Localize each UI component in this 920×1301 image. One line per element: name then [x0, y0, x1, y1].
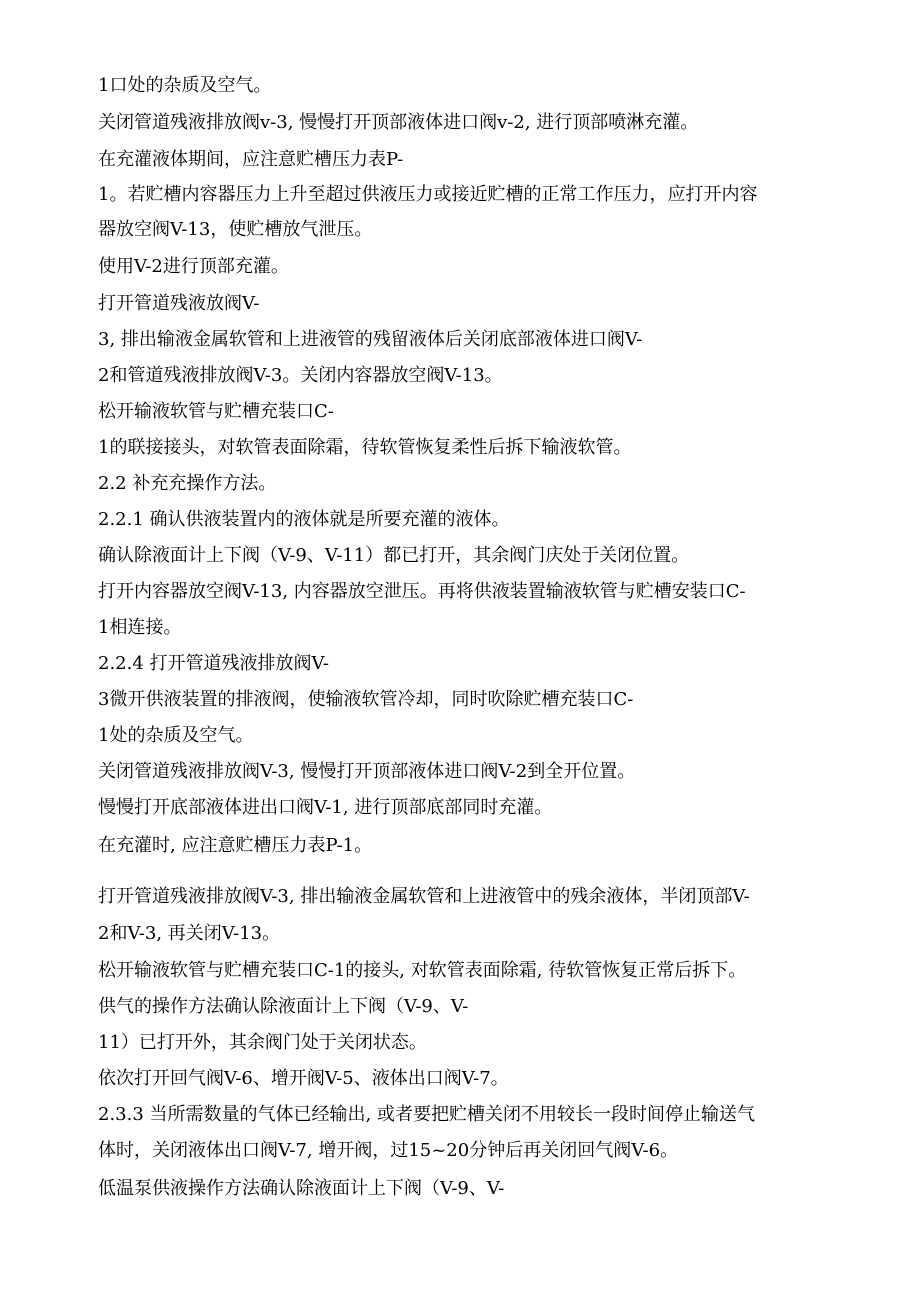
text-line: 使用V-2进行顶部充灌。	[98, 256, 289, 277]
text-line: 打开管道残液放阀V-	[98, 293, 260, 314]
text-line: 1的联接接头，对软管表面除霜，待软管恢复柔性后拆下输液软管。	[98, 437, 632, 458]
text-line: 1相连接。	[98, 617, 182, 638]
text-line: 2和管道残液排放阀V-3。关闭内容器放空阀V-13。	[98, 365, 503, 386]
text-line: 2.3.3 当所需数量的气体已经输出, 或者要把贮槽关闭不用较长一段时间停止输送气	[98, 1104, 755, 1125]
text-line: 1口处的杂质及空气。	[98, 75, 272, 96]
text-line: 器放空阀V-13，使贮槽放气泄压。	[98, 219, 373, 240]
text-line: 确认除液面计上下阀（V-9、V-11）都已打开，其余阀门庆处于关闭位置。	[98, 545, 690, 566]
text-line: 松开输液软管与贮槽充装口C-1的接头, 对软管表面除霜, 待软管恢复正常后拆下。	[98, 960, 747, 981]
text-line: 11）已打开外，其余阀门处于关闭状态。	[98, 1032, 427, 1053]
text-line: 松开输液软管与贮槽充装口C-	[98, 401, 334, 422]
text-line: 关闭管道残液排放阀V-3, 慢慢打开顶部液体进口阀V-2到全开位置。	[98, 761, 636, 782]
text-line: 慢慢打开底部液体进出口阀V-1, 进行顶部底部同时充灌。	[98, 797, 553, 818]
text-line: 体时，关闭液体出口阀V-7, 增开阀，过15~20分钟后再关闭回气阀V-6。	[98, 1140, 679, 1161]
text-line: 低温泵供液操作方法确认除液面计上下阀（V-9、V-	[98, 1178, 505, 1199]
text-line: 2.2 补充充操作方法。	[98, 473, 277, 494]
text-line: 打开内容器放空阀V-13, 内容器放空泄压。再将供液装置输液软管与贮槽安装口C-	[98, 581, 746, 602]
text-line: 在充灌液体期间，应注意贮槽压力表P-	[98, 149, 404, 170]
text-line: 2.2.4 打开管道残液排放阀V-	[98, 653, 329, 674]
text-line: 在充灌时, 应注意贮槽压力表P-1。	[98, 835, 373, 856]
text-line: 3微开供液装置的排液阀，使输液软管冷却，同时吹除贮槽充装口C-	[98, 689, 634, 710]
text-line: 1。若贮槽内容器压力上升至超过供液压力或接近贮槽的正常工作压力，应打开内容	[98, 184, 758, 205]
text-line: 1处的杂质及空气。	[98, 725, 254, 746]
text-line: 供气的操作方法确认除液面计上下阀（V-9、V-	[98, 996, 469, 1017]
text-line: 2.2.1 确认供液装置内的液体就是所要充灌的液体。	[98, 509, 510, 530]
text-line: 2和V-3, 再关闭V-13。	[98, 923, 281, 944]
text-line: 打开管道残液排放阀V-3, 排出输液金属软管和上进液管中的残余液体，半闭顶部V-	[98, 886, 750, 907]
text-line: 关闭管道残液排放阀v-3, 慢慢打开顶部液体进口阀v-2, 进行顶部喷淋充灌。	[98, 112, 699, 133]
text-line: 3, 排出输液金属软管和上进液管的残留液体后关闭底部液体进口阀V-	[98, 329, 643, 350]
text-line: 依次打开回气阀V-6、增开阀V-5、液体出口阀V-7。	[98, 1068, 509, 1089]
